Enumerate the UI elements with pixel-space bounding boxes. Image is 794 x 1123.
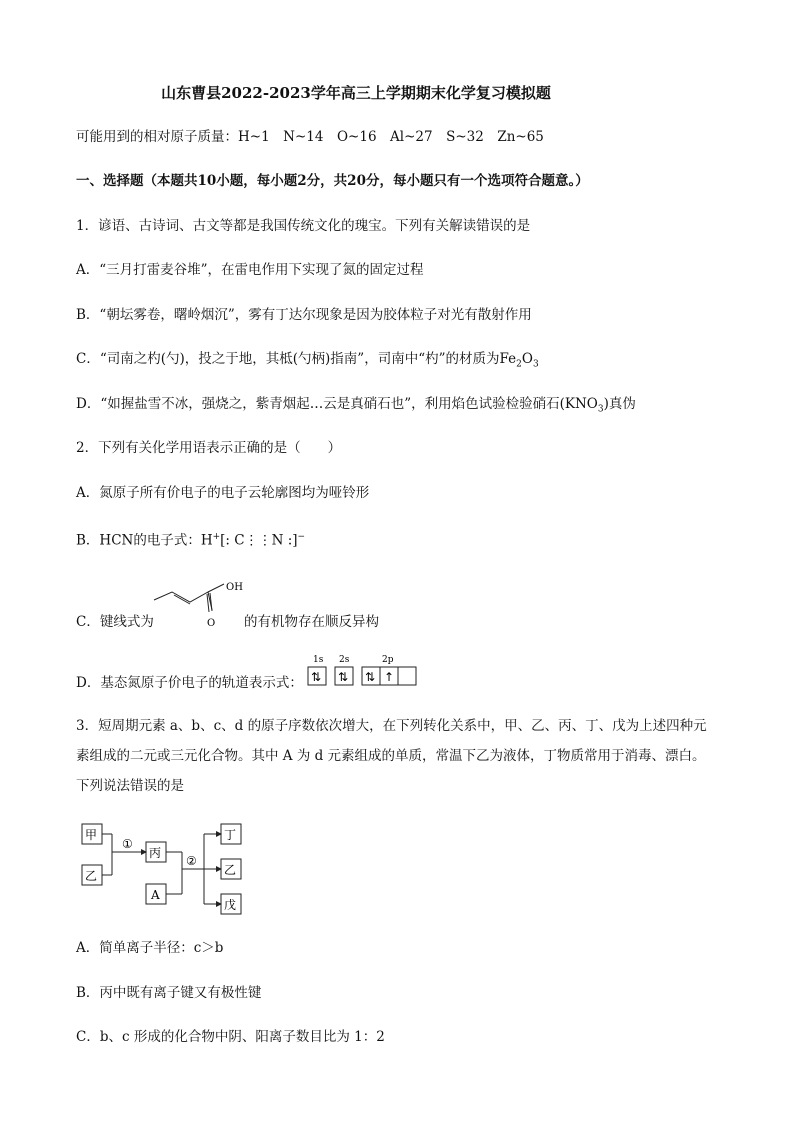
q1-option-d: D．“如握盐雪不冰，强烧之，紫青烟起…云是真硝石也”，利用焰色试验检验硝石$(KNO_3)$真伪 — [76, 396, 636, 415]
label-2p: 2p — [382, 655, 394, 665]
svg-text:⇅: ⇅ — [311, 670, 322, 684]
q1-option-c-text: C．“司南之杓(勺)，投之于地，其柢(勺柄)指南”，司南中“杓”的材质为 — [76, 351, 500, 367]
q3-option-b: B．丙中既有离子键又有极性键 — [76, 985, 262, 1001]
q1-stem: 1．谚语、古诗词、古文等都是我国传统文化的瑰宝。下列有关解读错误的是 — [76, 218, 531, 234]
q2-option-a: A．氮原子所有价电子的电子云轮廓图均为哑铃形 — [76, 485, 370, 501]
q3-stem-line1: 3．短周期元素 a、b、c、d 的原子序数依次增大，在下列转化关系中，甲、乙、丙、丁、戊为上述四种元 — [76, 718, 707, 734]
atomic-masses: 可能用到的相对原子质量：H~1 N~14 O~16 Al~27 S~32 Zn~65 — [76, 129, 544, 145]
hcn-electron-formula: [: C⋮⋮N :] — [220, 532, 298, 549]
o-label: O — [207, 618, 216, 629]
conversion-diagram — [76, 818, 256, 918]
orbital-diagram — [306, 652, 426, 694]
box-2p-3 — [398, 667, 416, 685]
svg-text:乙: 乙 — [85, 869, 98, 883]
svg-text:丁: 丁 — [224, 828, 237, 842]
step-2-label: ② — [186, 854, 197, 868]
section-header: 一、选择题（本题共10小题，每小题2分，共20分，每小题只有一个选项符合题意。） — [76, 173, 589, 189]
label-2s: 2s — [339, 655, 350, 665]
q1-option-c — [76, 349, 539, 375]
q2-option-c-pre: C．键线式为 — [76, 614, 154, 630]
svg-text:乙: 乙 — [224, 863, 237, 877]
svg-text:⇅: ⇅ — [338, 670, 349, 684]
skeletal-formula-diagram — [150, 580, 250, 630]
label-1s: 1s — [313, 655, 324, 665]
svg-text:↑: ↑ — [384, 670, 395, 684]
page-title: 山东曹县2022-2023学年高三上学期期末化学复习模拟题 — [161, 84, 551, 102]
svg-text:甲: 甲 — [85, 828, 98, 842]
q3-stem-line3: 下列说法错误的是 — [76, 778, 184, 794]
step-1-label: ① — [122, 837, 133, 851]
q2-stem: 2．下列有关化学用语表示正确的是（ ） — [76, 440, 342, 456]
q3-option-c: C．b、c 形成的化合物中阴、阳离子数目比为 1：2 — [76, 1029, 385, 1045]
svg-text:丙: 丙 — [149, 846, 162, 860]
q2-option-b: B．HCN的电子式：H+[: C⋮⋮N :]− — [76, 532, 306, 549]
q1-option-a: A．“三月打雷麦谷堆”，在雷电作用下实现了氮的固定过程 — [76, 262, 424, 278]
q2-option-c-post: 的有机物存在顺反异构 — [244, 614, 379, 630]
oh-label: OH — [226, 582, 243, 593]
q1-option-b: B．“朝坛雾卷，曙岭烟沉”，雾有丁达尔现象是因为胶体粒子对光有散射作用 — [76, 307, 532, 323]
svg-text:戊: 戊 — [224, 898, 237, 912]
svg-text:A: A — [151, 888, 160, 902]
q3-stem-line2: 素组成的二元或三元化合物。其中 A 为 d 元素组成的单质，常温下乙为液体，丁物质常用于消毒、漂白。 — [76, 748, 706, 764]
q3-option-a: A．简单离子半径：c＞b — [76, 940, 224, 956]
fe2o3-formula: $Fe_2O_3$ — [499, 351, 539, 370]
svg-text:⇅: ⇅ — [365, 670, 376, 684]
q2-option-d: D．基态氮原子价电子的轨道表示式： — [76, 675, 303, 691]
